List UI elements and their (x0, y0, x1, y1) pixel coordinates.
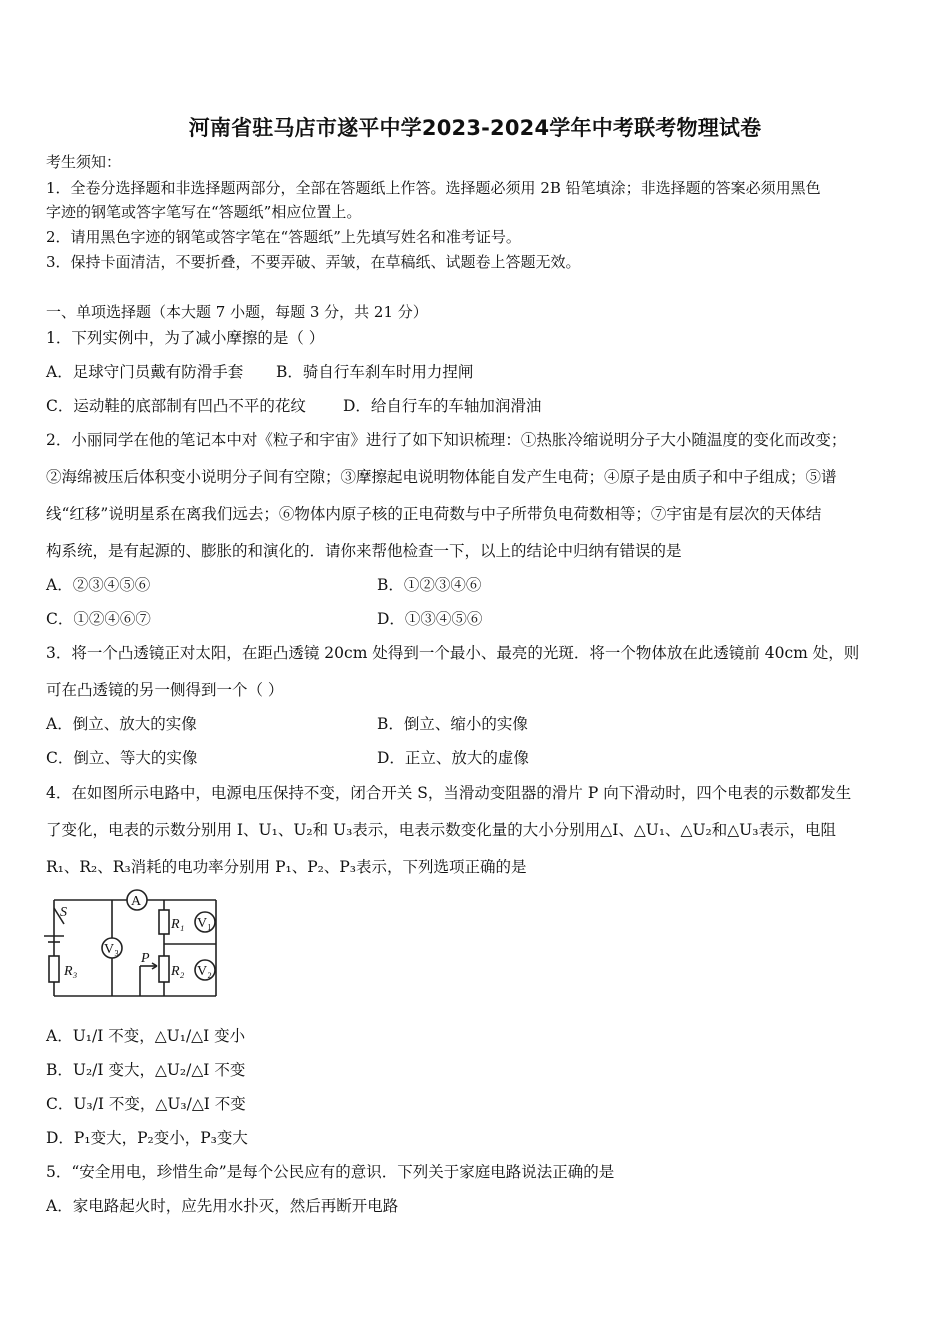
q5-stem: 5．“安全用电，珍惜生命”是每个公民应有的意识．下列关于家庭电路说法正确的是 (46, 1163, 615, 1181)
q4-option-b: B．U₂/I 变大，△U₂/△I 不变 (46, 1061, 246, 1079)
q1-option-b: B．骑自行车刹车时用力捏闸 (276, 363, 474, 381)
q2-line-1: 2．小丽同学在他的笔记本中对《粒子和宇宙》进行了如下知识梳理：①热胀冷缩说明分子大小随温度的变化而改变； (46, 431, 847, 449)
q3-option-b: B．倒立、缩小的实像 (377, 715, 528, 733)
notice-item-3: 3．保持卡面清洁，不要折叠，不要弄破、弄皱，在草稿纸、试题卷上答题无效。 (46, 253, 581, 271)
label-ammeter: A (131, 894, 142, 909)
q4-option-c: C．U₃/I 不变，△U₃/△I 不变 (46, 1095, 246, 1113)
q1-stem: 1．下列实例中，为了减小摩擦的是（ ） (46, 329, 325, 347)
q2-line-3: 线“红移”说明星系在离我们远去；⑥物体内原子核的正电荷数与中子所带负电荷数相等；⑦宇宙是有层次的天体结 (46, 505, 822, 523)
circuit-diagram (40, 886, 230, 1006)
q4-line-3: R₁、R₂、R₃消耗的电功率分别用 P₁、P₂、P₃表示，下列选项正确的是 (46, 858, 527, 876)
q3-option-d: D．正立、放大的虚像 (377, 749, 529, 767)
notice-item-1b: 字迹的钢笔或答字笔写在“答题纸”相应位置上。 (46, 203, 362, 221)
label-r2: R₂ (171, 964, 185, 979)
q2-option-d: D．①③④⑤⑥ (377, 610, 483, 628)
q3-option-c: C．倒立、等大的实像 (46, 749, 198, 767)
q5-option-a: A．家电路起火时，应先用水扑灭，然后再断开电路 (46, 1197, 399, 1215)
page-title: 河南省驻马店市遂平中学2023-2024学年中考联考物理试卷 (188, 116, 762, 140)
section-heading: 一、单项选择题（本大题 7 小题，每题 3 分，共 21 分） (46, 303, 428, 321)
label-v1: V₁ (197, 916, 212, 931)
q2-option-c: C．①②④⑥⑦ (46, 610, 151, 628)
q2-option-a: A．②③④⑤⑥ (46, 576, 151, 594)
q2-option-b: B．①②③④⑥ (377, 576, 482, 594)
q4-line-2: 了变化，电表的示数分别用 I、U₁、U₂和 U₃表示，电表示数变化量的大小分别用△I、△U₁、△U₂和△U₃表示，电阻 (46, 821, 836, 839)
label-v2: V₂ (197, 964, 212, 979)
q4-line-1: 4．在如图所示电路中，电源电压保持不变，闭合开关 S，当滑动变阻器的滑片 P 向下滑动时，四个电表的示数都发生 (46, 784, 852, 802)
q2-line-2: ②海绵被压后体积变小说明分子间有空隙；③摩擦起电说明物体能自发产生电荷；④原子是由质子和中子组成；⑤谱 (46, 468, 837, 486)
q3-option-a: A．倒立、放大的实像 (46, 715, 197, 733)
label-v3: V₃ (104, 942, 119, 957)
label-r3: R₃ (64, 964, 78, 979)
notice-heading: 考生须知： (46, 153, 122, 171)
q1-option-a: A．足球守门员戴有防滑手套 (46, 363, 244, 381)
q2-line-4: 构系统，是有起源的、膨胀的和演化的．请你来帮他检查一下，以上的结论中归纳有错误的是 (46, 542, 682, 560)
label-switch: S (60, 905, 67, 920)
resistor-r2 (159, 956, 169, 982)
resistor-r1 (159, 910, 169, 934)
resistor-r3 (49, 956, 59, 982)
label-slider: P (141, 951, 150, 966)
q1-option-d: D．给自行车的车轴加润滑油 (343, 397, 542, 415)
label-r1: R₁ (171, 917, 185, 932)
q1-option-c: C．运动鞋的底部制有凹凸不平的花纹 (46, 397, 306, 415)
q3-line-1: 3．将一个凸透镜正对太阳，在距凸透镜 20cm 处得到一个最小、最亮的光斑．将一个物体放在此透镜前 40cm 处，则 (46, 644, 860, 662)
q3-line-2: 可在凸透镜的另一侧得到一个（ ） (46, 681, 284, 699)
q4-option-a: A．U₁/I 不变，△U₁/△I 变小 (46, 1027, 246, 1045)
notice-item-2: 2．请用黑色字迹的钢笔或答字笔在“答题纸”上先填写姓名和准考证号。 (46, 228, 521, 246)
notice-item-1a: 1．全卷分选择题和非选择题两部分，全部在答题纸上作答。选择题必须用 2B 铅笔填涂；非选择题的答案必须用黑色 (46, 179, 821, 197)
q4-option-d: D．P₁变大，P₂变小，P₃变大 (46, 1129, 248, 1147)
